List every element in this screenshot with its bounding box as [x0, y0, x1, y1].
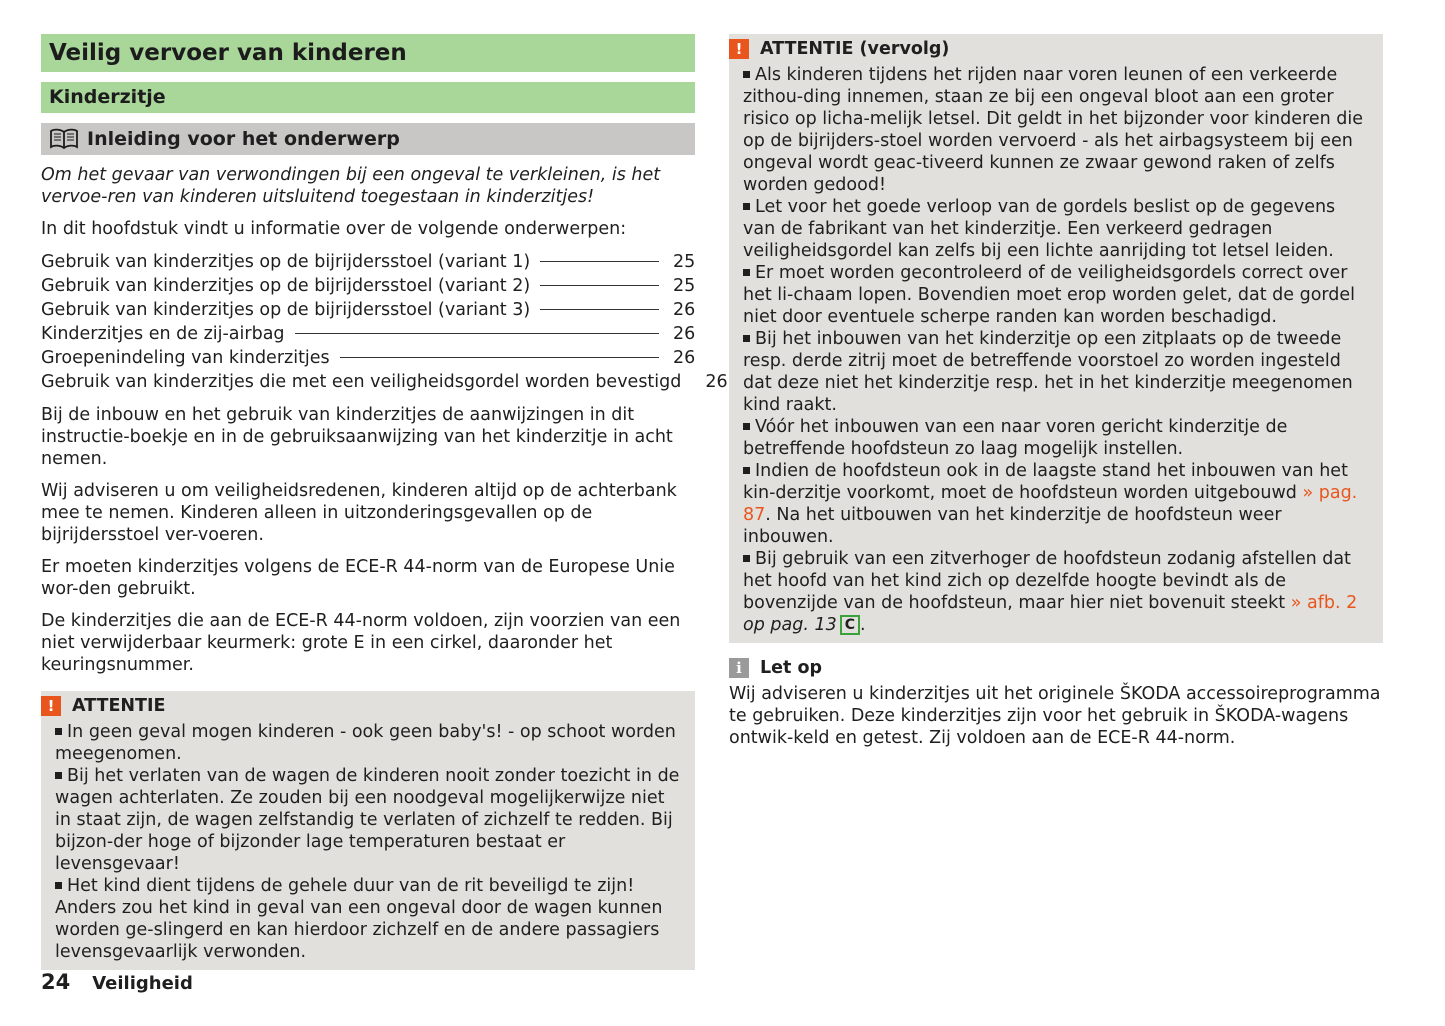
- paragraph: Wij adviseren u om veiligheidsredenen, kinderen altijd op de achterbank mee te nemen. Kinderen alleen in uitzonderingsgevallen op de bijrijdersstoel ver-voeren.: [41, 481, 677, 545]
- warning-item: [743, 196, 1369, 262]
- page-number: 24: [41, 970, 71, 994]
- warning-item-text: Bij het verlaten van de wagen de kinderen nooit zonder toezicht in de wagen achterlaten. Ze zouden bij een noodgeval mogelijkerwijze niet in staat zijn, de wagen zelfstandig te verlaten of zichzelf te redden. Bij bijzon-der hoge of bijzonder lage temperaturen bestaat er levensgevaar!: [55, 766, 680, 874]
- toc-item[interactable]: [41, 322, 695, 346]
- warning-item-text: . Na het uitbouwen van het kinderzitje de hoofdsteun weer inbouwen.: [743, 505, 1282, 547]
- bullet-icon: [743, 335, 750, 342]
- toc-item-label: Kinderzitjes en de zij-airbag: [41, 324, 285, 344]
- bullet-icon: [743, 555, 750, 562]
- warning-header: [41, 695, 681, 717]
- bullet-icon: [743, 203, 750, 210]
- toc-item-label: Gebruik van kinderzitjes op de bijrijdersstoel (variant 1): [41, 252, 531, 272]
- warning-item: [743, 262, 1369, 328]
- toc-item-page: 26: [673, 324, 696, 344]
- warning-item-text: Vóór het inbouwen van een naar voren gericht kinderzitje de betreffende hoofdsteun zo laag mogelijk instellen.: [743, 417, 1288, 459]
- warning-item: [743, 460, 1369, 548]
- figure-reference-link[interactable]: » afb. 2: [1290, 593, 1358, 613]
- paragraph: De kinderzitjes die aan de ECE-R 44-norm voldoen, zijn voorzien van een niet verwijderbaar keurmerk: grote E in een cirkel, daaronder het keuringsnummer.: [41, 611, 681, 675]
- bullet-icon: [743, 423, 750, 430]
- page-reference: op pag. 13: [743, 615, 837, 635]
- toc-leader: [540, 309, 659, 310]
- warning-item-text: Er moet worden gecontroleerd of de veiligheidsgordels correct over het li-chaam lopen. Bovendien moet erop worden gelet, dat de gordel niet door eventuele scherpe randen kan worden beschadigd.: [743, 263, 1356, 327]
- warning-item-text: Bij het inbouwen van het kinderzitje op een zitplaats op de tweede resp. derde zitrij moet de betreffende voorstoel zo worden ingesteld dat deze niet het kinderzitje resp. het in het kinderzitje meegenomen kind raakt.: [743, 329, 1353, 415]
- warning-icon: !: [41, 696, 61, 716]
- note-box: [729, 657, 1383, 749]
- note-title: Let op: [760, 658, 823, 678]
- toc-item[interactable]: [41, 298, 695, 322]
- toc-leader: [295, 333, 659, 334]
- warning-title: ATTENTIE (vervolg): [760, 39, 950, 59]
- toc-leader: [540, 261, 659, 262]
- warning-item-text: Het kind dient tijdens de gehele duur van de rit beveiligd te zijn! Anders zou het kind in geval van een ongeval door de wagen kunnen worden ge-slingerd en kan hierdoor zichzelf en de andere passagiers levensgevaarlijk verwonden.: [55, 876, 663, 962]
- intro-text: Om het gevaar van verwondingen bij een ongeval te verkleinen, is het vervoe-ren van kinderen uitsluitend toegestaan in kinderzitjes!: [41, 165, 661, 207]
- warning-item: [743, 64, 1369, 196]
- figure-label-box: C: [840, 615, 860, 635]
- toc-item-label: Gebruik van kinderzitjes die met een veiligheidsgordel worden bevestigd: [41, 372, 682, 392]
- chapter-heading: Veilig vervoer van kinderen: [41, 34, 695, 72]
- book-icon: [49, 128, 79, 150]
- section-name: Veiligheid: [92, 973, 193, 994]
- toc-item[interactable]: [41, 250, 695, 274]
- page-footer: [41, 970, 193, 994]
- toc-leader: [540, 285, 659, 286]
- toc-item-label: Gebruik van kinderzitjes op de bijrijdersstoel (variant 2): [41, 276, 531, 296]
- toc-item-page: 25: [673, 252, 696, 272]
- warning-item: [55, 765, 681, 875]
- bullet-icon: [55, 772, 62, 779]
- toc-item-page: 25: [673, 276, 696, 296]
- toc-item[interactable]: [41, 370, 728, 394]
- warning-item: [743, 328, 1369, 416]
- warning-header: [729, 38, 1369, 60]
- toc-item[interactable]: [41, 346, 695, 370]
- toc-item-page: 26: [673, 348, 696, 368]
- section-heading: Kinderzitje: [41, 82, 695, 113]
- topic-heading: [41, 123, 695, 155]
- warning-item-text: Bij gebruik van een zitverhoger de hoofdsteun zodanig afstellen dat het hoofd van het kind zich op dezelfde hoogte bevindt als de bovenzijde van de hoofdsteun, maar hier niet bovenuit steekt: [743, 549, 1351, 613]
- paragraph: Bij de inbouw en het gebruik van kinderzitjes de aanwijzingen in dit instructie-boekje en in de gebruiksaanwijzing van het kinderzitje in acht nemen.: [41, 405, 673, 469]
- bullet-icon: [743, 71, 750, 78]
- warning-item: [55, 721, 681, 765]
- toc-item-label: Gebruik van kinderzitjes op de bijrijdersstoel (variant 3): [41, 300, 531, 320]
- warning-item-text: In geen geval mogen kinderen - ook geen baby's! - op schoot worden meegenomen.: [55, 722, 676, 764]
- bullet-icon: [743, 467, 750, 474]
- topic-heading-label: Inleiding voor het onderwerp: [87, 128, 400, 150]
- toc-item-label: Groepenindeling van kinderzitjes: [41, 348, 330, 368]
- warning-item-text: Let voor het goede verloop van de gordels beslist op de gegevens van de fabrikant van het kinderzitje. Een verkeerd gedragen veiligheidsgordel kan zelfs bij een lichte aanrijding tot letsel leiden.: [743, 197, 1336, 261]
- warning-box-continued: [729, 34, 1383, 643]
- table-of-contents: [41, 250, 728, 394]
- warning-box: [41, 691, 695, 970]
- toc-item[interactable]: [41, 274, 695, 298]
- toc-item-page: 26: [673, 300, 696, 320]
- note-header: [729, 657, 1383, 679]
- warning-title: ATTENTIE: [72, 696, 166, 716]
- warning-item-text: Als kinderen tijdens het rijden naar voren leunen of een verkeerde zithou-ding innemen, staan ze bij een ongeval bloot aan een groter risico op licha-melijk letsel. Dit geldt in het bijzonder voor kinderen die op de bijrijders-stoel worden vervoerd - als het airbagsysteem bij een ongeval wordt geac-tiveerd kunnen ze zwaar gewond raken of zelfs worden gedood!: [743, 65, 1363, 195]
- paragraph: Er moeten kinderzitjes volgens de ECE-R 44-norm van de Europese Unie wor-den gebruikt.: [41, 557, 675, 599]
- toc-leader: [340, 357, 659, 358]
- toc-item-page: 26: [705, 372, 728, 392]
- page-reference-link[interactable]: » pag. 87: [743, 483, 1358, 525]
- info-icon: i: [729, 658, 749, 678]
- warning-item: [743, 416, 1369, 460]
- bullet-icon: [743, 269, 750, 276]
- warning-item-text: .: [860, 615, 866, 635]
- toc-intro: In dit hoofdstuk vindt u informatie over de volgende onderwerpen:: [41, 219, 627, 239]
- note-text: Wij adviseren u kinderzitjes uit het originele ŠKODA accessoireprogramma te gebruiken. Deze kinderzitjes zijn voor het gebruik in ŠKODA-wagens ontwik-keld en getest. Zij voldoen aan de ECE-R 44-norm.: [729, 684, 1381, 748]
- warning-item: [743, 548, 1369, 636]
- left-column: [41, 34, 728, 970]
- bullet-icon: [55, 728, 62, 735]
- warning-item-text: Indien de hoofdsteun ook in de laagste stand het inbouwen van het kin-derzitje voorkomt, moet de hoofdsteun worden uitgebouwd: [743, 461, 1348, 503]
- warning-icon: !: [729, 39, 749, 59]
- bullet-icon: [55, 882, 62, 889]
- right-column: [729, 34, 1383, 749]
- warning-item: [55, 875, 681, 963]
